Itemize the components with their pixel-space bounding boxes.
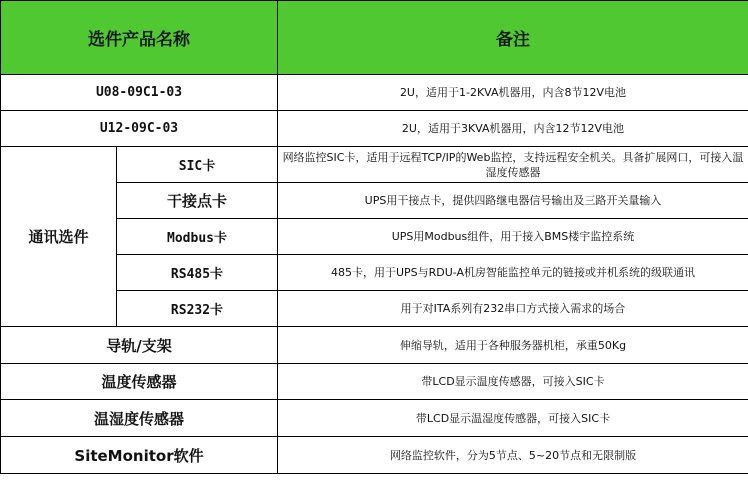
comm-item-remark: UPS用Modbus组件，用于接入BMS楼宇监控系统 [278, 219, 748, 255]
table-row [1, 437, 748, 474]
comm-item-remark: 用于对ITA系列有232串口方式接入需求的场合 [278, 291, 748, 327]
product-remark: 带LCD显示温度传感器，可接入SIC卡 [278, 364, 748, 400]
product-name: U12-09C-03 [1, 111, 278, 147]
product-name: 导轨/支架 [1, 327, 278, 364]
product-remark: 2U，适用于3KVA机器用，内含12节12V电池 [278, 111, 748, 147]
header-row [1, 1, 748, 75]
product-name: 温湿度传感器 [1, 400, 278, 437]
comm-item-name: Modbus卡 [117, 219, 278, 255]
product-remark: 网络监控软件，分为5节点、5~20节点和无限制版 [278, 437, 748, 474]
table-row [1, 111, 748, 147]
product-name: SiteMonitor软件 [1, 437, 278, 474]
table-row [1, 364, 748, 400]
header-product-name: 选件产品名称 [1, 1, 278, 75]
header-remark: 备注 [278, 1, 748, 75]
comm-item-remark: UPS用干接点卡，提供四路继电器信号输出及三路开关量输入 [278, 183, 748, 219]
product-remark: 2U，适用于1-2KVA机器用，内含8节12V电池 [278, 75, 748, 111]
comm-item-remark: 485卡，用于UPS与RDU-A机房智能监控单元的链接或并机系统的级联通讯 [278, 255, 748, 291]
table-row [1, 147, 748, 183]
comm-group-label: 通讯选件 [1, 147, 117, 327]
comm-item-remark: 网络监控SIC卡，适用于远程TCP/IP的Web监控，支持远程安全机关。具备扩展网口，可接入温湿度传感器 [278, 147, 748, 183]
table-row [1, 75, 748, 111]
product-remark: 伸缩导轨，适用于各种服务器机柜，承重50Kg [278, 327, 748, 364]
comm-item-name: RS485卡 [117, 255, 278, 291]
comm-item-name: SIC卡 [117, 147, 278, 183]
product-name: 温度传感器 [1, 364, 278, 400]
comm-item-name: RS232卡 [117, 291, 278, 327]
table-row [1, 400, 748, 437]
product-name: U08-09C1-03 [1, 75, 278, 111]
table-row [1, 327, 748, 364]
product-remark: 带LCD显示温湿度传感器，可接入SIC卡 [278, 400, 748, 437]
comm-item-name: 干接点卡 [117, 183, 278, 219]
